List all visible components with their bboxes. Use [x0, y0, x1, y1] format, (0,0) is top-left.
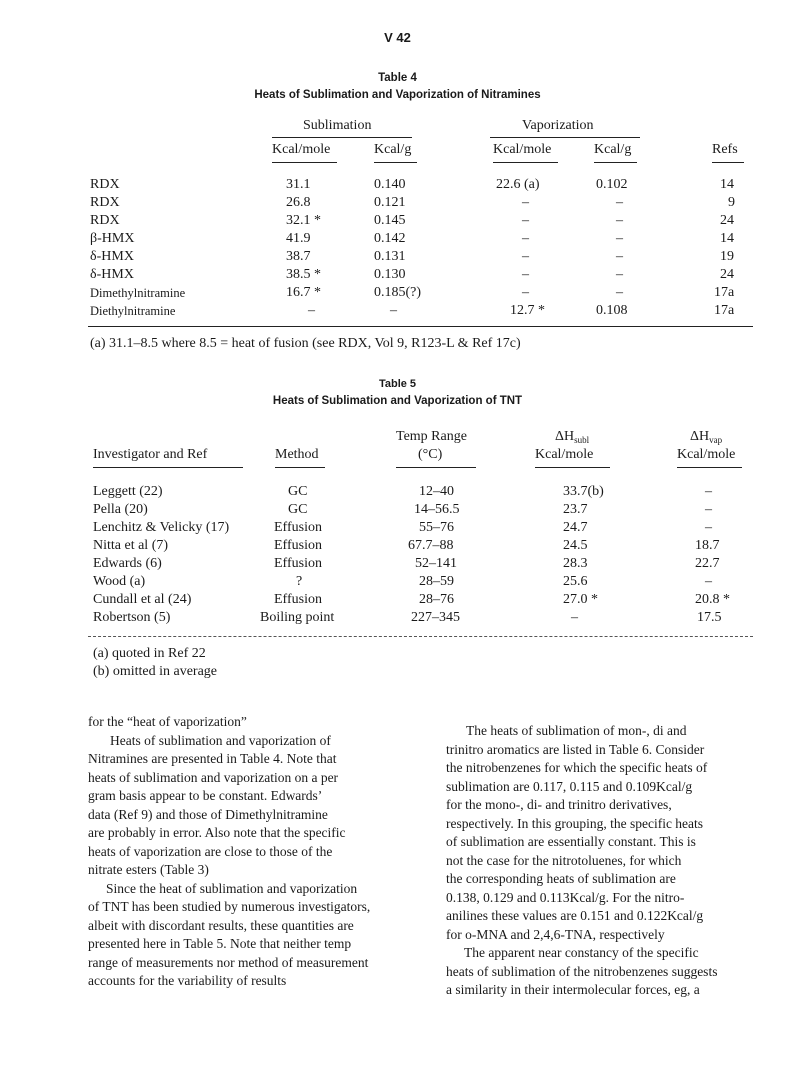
table4-ref: 17a — [714, 303, 735, 318]
body-right-line: the nitrobenzenes for which the specific heats of — [446, 760, 708, 775]
table4-name: β-HMX — [90, 231, 135, 246]
table5-body — [93, 483, 753, 627]
table4-vap-mole: – — [522, 249, 529, 264]
table5-vap: 22.7 — [695, 556, 720, 571]
table-row — [93, 501, 753, 519]
table5-subl: 24.7 — [563, 520, 588, 535]
body-right-line: 0.138, 0.129 and 0.113Kcal/g. For the nitro- — [446, 889, 685, 905]
table4-group-sublimation: Sublimation — [303, 118, 372, 133]
table-row — [90, 284, 760, 302]
table4-group-vaporization: Vaporization — [522, 118, 594, 133]
table5-col-vap-unit: Kcal/mole — [677, 447, 736, 462]
table4-sub-mole: – — [308, 303, 315, 318]
body-right-line: for o-MNA and 2,4,6-TNA, respectively — [446, 926, 665, 942]
table4-sub-mole: 38.5 * — [286, 267, 321, 282]
table4-sub-mole: 38.7 — [286, 249, 311, 264]
table4-header-rule — [374, 162, 417, 163]
table5-subl: 25.6 — [563, 574, 588, 589]
table5-temp: 227–345 — [411, 610, 460, 625]
body-right-line: sublimation are 0.117, 0.115 and 0.109Kcal/g — [446, 778, 693, 794]
table4-ref: 17a — [714, 285, 735, 300]
table4-sub-mole: 41.9 — [286, 231, 311, 246]
table4-header-rule — [272, 162, 337, 163]
table5-subl: 28.3 — [563, 556, 588, 571]
table4-header-rule — [712, 162, 744, 163]
table5-investigator: Nitta et al (7) — [93, 538, 169, 553]
table4-ref: 24 — [720, 213, 734, 228]
table4-ref: 9 — [728, 195, 735, 210]
table4-header-rule — [493, 162, 558, 163]
table5-investigator: Wood (a) — [93, 574, 146, 589]
table5-temp: 28–59 — [419, 574, 454, 589]
table5-col-method: Method — [275, 447, 319, 462]
table-row — [90, 212, 760, 230]
table4-name: δ-HMX — [90, 267, 134, 282]
table4-sub-g: 0.131 — [374, 249, 406, 264]
table4-sub-g: 0.140 — [374, 177, 406, 192]
table4-col-sub-kcalmole: Kcal/mole — [272, 142, 331, 157]
table4-col-vap-kcalg: Kcal/g — [594, 142, 632, 157]
table5-vap: 17.5 — [697, 610, 722, 625]
table5-temp: 12–40 — [419, 484, 454, 499]
body-left-line: nitrate esters (Table 3) — [88, 862, 209, 877]
body-right-line: for the mono-, di- and trinitro derivatives, — [446, 797, 672, 812]
table5-caption-title: Heats of Sublimation and Vaporization of TNT — [272, 395, 523, 407]
table4-col-vap-kcalmole: Kcal/mole — [493, 142, 552, 157]
table5-vap: – — [705, 574, 712, 589]
table4-caption-title: Heats of Sublimation and Vaporization of Nitramines — [254, 89, 541, 101]
table4-vap-g: – — [616, 213, 623, 228]
body-right-column — [446, 722, 766, 1000]
table5-investigator: Pella (20) — [93, 502, 148, 517]
table4-vap-mole: – — [522, 195, 529, 210]
body-left-line: of TNT has been studied by numerous investigators, — [88, 899, 371, 914]
table4-name: RDX — [90, 177, 120, 192]
table5-col-subl-unit: Kcal/mole — [535, 447, 594, 462]
table-row — [93, 591, 753, 609]
table5-investigator: Lenchitz & Velicky (17) — [93, 520, 230, 535]
table5-subl: – — [571, 610, 578, 625]
table5-header-rule — [275, 467, 325, 468]
body-left-line: for the “heat of vaporization” — [88, 714, 247, 729]
table5-temp: 52–141 — [415, 556, 457, 571]
table4-vap-mole: – — [522, 213, 529, 228]
table5-method: GC — [288, 502, 308, 517]
table4-vaporization-rule — [490, 137, 640, 138]
table5-subl: 24.5 — [563, 538, 588, 553]
table5-temp: 28–76 — [419, 592, 454, 607]
table5-footnote-b: (b) omitted in average — [93, 664, 218, 679]
table5-vap: 20.8 * — [695, 592, 730, 607]
table4-body — [90, 176, 760, 320]
table4-bottom-rule — [88, 326, 753, 327]
table5-col-vap-main: ΔH — [690, 429, 710, 444]
table5-method: Effusion — [274, 520, 322, 535]
table5-investigator: Leggett (22) — [93, 484, 163, 499]
body-left-line: heats of vaporization are close to those of the — [88, 843, 333, 859]
body-right-line: heats of sublimation of the nitrobenzenes suggests — [446, 963, 718, 979]
body-right-line: the corresponding heats of sublimation are — [446, 871, 676, 886]
table4-ref: 14 — [720, 231, 734, 246]
table4-sub-g: 0.130 — [374, 267, 406, 282]
table-row — [93, 555, 753, 573]
table-row — [93, 573, 753, 591]
table4-name: Diethylnitramine — [90, 304, 176, 318]
table5-vap: – — [705, 520, 712, 535]
body-left-line: gram basis appear to be constant. Edwards’ — [88, 788, 323, 803]
body-left-line: albeit with discordant results, these quantities are — [88, 917, 354, 933]
table4-sub-g: – — [390, 303, 397, 318]
table4-name: RDX — [90, 195, 120, 210]
body-left-line: are probably in error. Also note that the specific — [88, 825, 346, 840]
table5-temp: 14–56.5 — [414, 502, 460, 517]
table-row — [93, 519, 753, 537]
table5-vap: – — [705, 502, 712, 517]
table5-vap: – — [705, 484, 712, 499]
table5-subl: 33.7(b) — [563, 484, 604, 499]
table5-subl: 23.7 — [563, 502, 588, 517]
page-header: V 42 — [384, 30, 411, 45]
table4-vap-mole: 12.7 * — [510, 303, 545, 318]
table4-name: Dimethylnitramine — [90, 286, 186, 300]
table5-col-subl-sub: subl — [574, 435, 590, 445]
table5-header-rule — [677, 467, 742, 468]
table4-ref: 24 — [720, 267, 734, 282]
table5-bottom-rule — [88, 636, 753, 637]
table4-col-sub-kcalg: Kcal/g — [374, 142, 412, 157]
table4-sub-g: 0.145 — [374, 213, 406, 228]
table4-col-refs: Refs — [712, 142, 738, 157]
body-right-line: anilines these values are 0.151 and 0.122Kcal/g — [446, 908, 704, 923]
table-row — [93, 537, 753, 555]
table4-sublimation-rule — [272, 137, 412, 138]
table-row — [93, 609, 753, 627]
table4-vap-mole: 22.6 (a) — [496, 177, 540, 192]
table5-col-subl-main: ΔH — [555, 429, 575, 444]
table4-vap-g: – — [616, 285, 623, 300]
table4-vap-mole: – — [522, 267, 529, 282]
table4-vap-g: – — [616, 267, 623, 282]
table5-header-rule — [535, 467, 610, 468]
table4-name: δ-HMX — [90, 249, 134, 264]
table5-header-rule — [396, 467, 476, 468]
body-right-line: not the case for the nitrotoluenes, for which — [446, 852, 682, 868]
table5-method: Effusion — [274, 538, 322, 553]
table5-col-subl-symbol — [555, 429, 589, 445]
table4-ref: 19 — [720, 249, 734, 264]
body-right-line: trinitro aromatics are listed in Table 6. Consider — [446, 741, 705, 757]
table4-caption-number: Table 4 — [378, 72, 417, 84]
table4-vap-g: – — [616, 195, 623, 210]
table5-subl: 27.0 * — [563, 592, 598, 607]
table5-method: Effusion — [274, 556, 322, 571]
table4-vap-g: – — [616, 231, 623, 246]
table4-sub-mole: 32.1 * — [286, 213, 321, 228]
body-right-line: The apparent near constancy of the specific — [464, 945, 699, 960]
table4-sub-g: 0.121 — [374, 195, 406, 210]
body-left-column — [88, 713, 418, 991]
table5-col-investigator: Investigator and Ref — [93, 447, 208, 462]
table4-sub-mole: 31.1 — [286, 177, 311, 192]
table4-vap-mole: – — [522, 285, 529, 300]
table-row — [90, 230, 760, 248]
body-left-line: accounts for the variability of results — [88, 973, 287, 988]
table4-footnote: (a) 31.1–8.5 where 8.5 = heat of fusion (see RDX, Vol 9, R123-L & Ref 17c) — [90, 336, 521, 351]
body-left-line: Since the heat of sublimation and vaporization — [106, 880, 358, 896]
table4-header-rule — [594, 162, 637, 163]
table5-method: GC — [288, 484, 308, 499]
table4-name: RDX — [90, 213, 120, 228]
table5-investigator: Robertson (5) — [93, 610, 171, 625]
table-row — [90, 176, 760, 194]
table5-investigator: Edwards (6) — [93, 556, 162, 571]
table-row — [90, 194, 760, 212]
table5-col-vap-symbol — [690, 429, 722, 445]
table-row — [90, 248, 760, 266]
table4-sub-mole: 26.8 — [286, 195, 311, 210]
table5-investigator: Cundall et al (24) — [93, 592, 192, 607]
table4-vap-g: 0.108 — [596, 303, 628, 318]
body-left-line: Heats of sublimation and vaporization of — [110, 732, 331, 748]
table5-method: Boiling point — [260, 610, 335, 625]
table5-method: ? — [296, 574, 303, 589]
table4-vap-g: – — [616, 249, 623, 264]
table4-ref: 14 — [720, 177, 734, 192]
body-right-line: of sublimation are essentially constant. This is — [446, 834, 696, 849]
table5-footnote-a: (a) quoted in Ref 22 — [93, 646, 206, 661]
body-left-line: range of measurements nor method of measurement — [88, 954, 369, 970]
table5-col-vap-sub: vap — [709, 435, 723, 445]
table5-vap: 18.7 — [695, 538, 720, 553]
table5-col-temp-line2: (°C) — [418, 447, 443, 462]
body-left-line: data (Ref 9) and those of Dimethylnitramine — [88, 806, 328, 822]
body-right-line: The heats of sublimation of mon-, di and — [466, 723, 687, 738]
table5-temp: 55–76 — [419, 520, 454, 535]
table-row — [90, 302, 760, 320]
table5-method: Effusion — [274, 592, 322, 607]
table4-vap-mole: – — [522, 231, 529, 246]
table-row — [90, 266, 760, 284]
body-left-line: presented here in Table 5. Note that neither temp — [88, 936, 352, 951]
table4-sub-g: 0.185(?) — [374, 285, 422, 300]
table5-temp: 67.7–88 — [408, 538, 454, 553]
body-left-line: Nitramines are presented in Table 4. Note that — [88, 751, 337, 766]
table4-vap-g: 0.102 — [596, 177, 628, 192]
body-right-line: a similarity in their intermolecular forces, eg, a — [446, 982, 700, 997]
table4-sub-g: 0.142 — [374, 231, 406, 246]
table5-caption-number: Table 5 — [378, 378, 417, 390]
body-left-line: heats of sublimation and vaporization on a per — [88, 769, 339, 785]
table5-col-temp-line1: Temp Range — [396, 429, 467, 444]
table4-sub-mole: 16.7 * — [286, 285, 321, 300]
table-row — [93, 483, 753, 501]
body-right-line: respectively. In this grouping, the specific heats — [446, 815, 704, 831]
table5-header-rule — [93, 467, 243, 468]
